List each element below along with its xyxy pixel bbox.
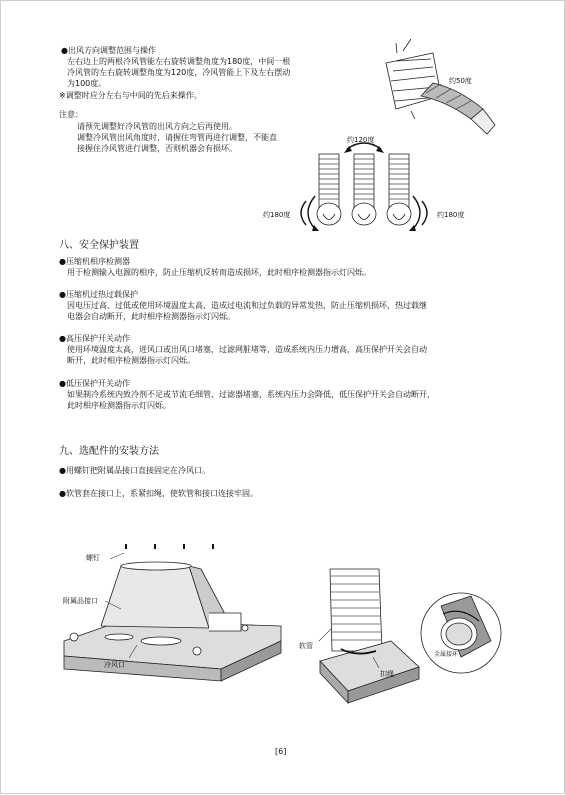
notice-label: 注意：	[59, 110, 83, 119]
hose-drawstring-illustration	[320, 569, 419, 703]
section8-heading: 八、安全保护装置	[59, 240, 139, 251]
angle-180-left-label: 约180度	[263, 211, 291, 219]
adapter-box	[101, 562, 241, 631]
angle-180-right-label: 约180度	[437, 211, 465, 219]
s8-item3-line1: 使用环境温度太高，进风口或出风口堵塞，过滤网脏堵等，造成系统内压力增高，高压保护开关会自动	[67, 345, 427, 354]
cold-outlet-label: 冷风口	[104, 661, 125, 669]
metal-ring-label: 金属接环	[434, 651, 459, 658]
airflow-line-1: 左右边上的两根冷风管能左右旋转调整角度为180度，中间一根	[67, 57, 291, 66]
s9-bullet-2: ●软管套在接口上，系紧扣绳，使软管和接口连接牢固。	[59, 489, 258, 498]
adapter-label: 附属品接口	[63, 597, 98, 605]
notice-line-2: 调整冷风管出风角度时，请握住弯管再进行调整，不能直	[77, 133, 277, 142]
s8-item1-line1: 用于检测输入电源的相序，防止压缩机反转而造成损坏，此时相序检测器指示灯闪烁。	[67, 268, 371, 277]
s8-item3-title: ●高压保护开关动作	[59, 334, 130, 343]
airflow-line-2: 冷风管的左右旋转调整角度为120度，冷风管能上下及左右摆动	[67, 68, 291, 77]
airflow-line-3: 为100度。	[67, 79, 107, 88]
screw-label: 螺钉	[86, 554, 100, 562]
hose-label: 软管	[299, 642, 313, 650]
metal-ring-detail	[421, 593, 501, 673]
s8-item1-title: ●压缩机相序检测器	[59, 257, 130, 266]
page-number: [6]	[275, 747, 287, 756]
s8-item4-line2: 此时相序检测器指示灯闪烁。	[67, 401, 171, 410]
airflow-star-note: ※调整时应分左右与中间的先后来操作。	[59, 91, 202, 100]
screws	[125, 544, 214, 549]
drawstring-label: 扣绳	[380, 670, 394, 678]
s9-bullet-1: ●用螺钉把附属品接口直接固定在冷风口。	[59, 466, 210, 475]
s8-item2-line2: 电器会自动断开，此时相序检测器指示灯闪烁。	[67, 312, 235, 321]
s8-item2-line1: 因电压过高、过低或使用环境温度太高，造成过电流和过负载的异常发热，防止压缩机损坏，热过载继	[67, 301, 427, 310]
accessory-install-figure	[1, 1, 565, 795]
angle-120-label: 约120度	[347, 136, 375, 144]
airflow-title: ●出风方向调整范围与操作	[61, 46, 156, 55]
section9-heading: 九、选配件的安装方法	[59, 446, 159, 457]
s8-item2-title: ●压缩机过热过载保护	[59, 290, 138, 299]
notice-line-3: 接握住冷风管进行调整，否则机器会有损坏。	[77, 144, 237, 153]
cooler-top-plate	[64, 621, 281, 681]
angle-50-label: 约50度	[449, 77, 472, 85]
s8-item3-line2: 断开，此时相序检测器指示灯闪烁。	[67, 356, 195, 365]
s8-item4-title: ●低压保护开关动作	[59, 379, 130, 388]
s8-item4-line1: 如果制冷系统内致冷剂不足或节流毛细管、过滤器堵塞，系统内压力会降低，低压保护开关会自动断开，	[67, 390, 435, 399]
notice-line-1: 请预先调整好冷风管的出风方向之后再使用。	[77, 122, 237, 131]
